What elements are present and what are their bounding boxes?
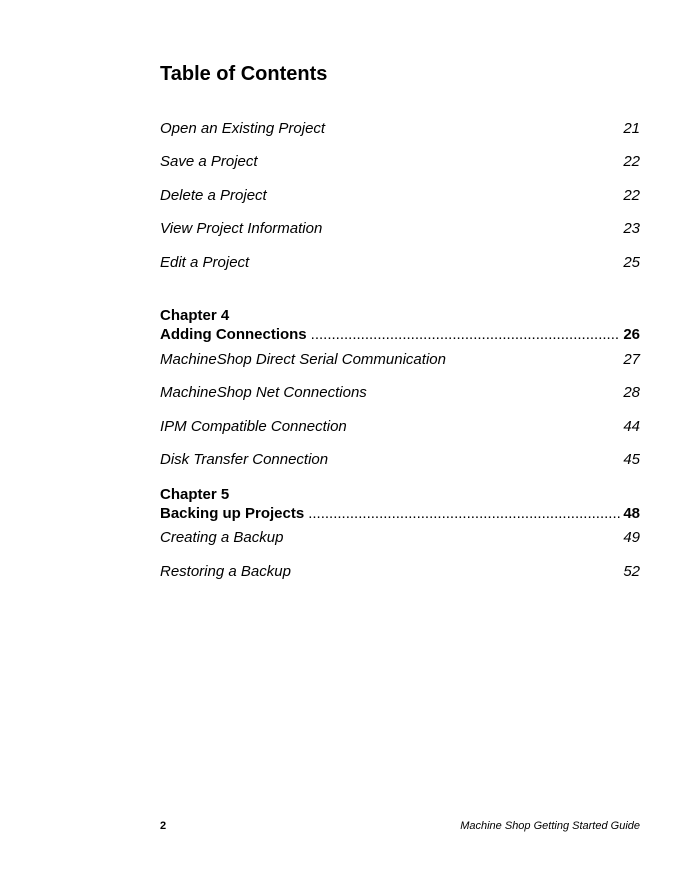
toc-entry-title: Delete a Project bbox=[160, 187, 267, 204]
chapter-label: Chapter 5 bbox=[160, 486, 230, 503]
chapter-heading-entry[interactable] bbox=[160, 325, 640, 345]
footer-page-number: 2 bbox=[160, 820, 167, 832]
chapter-label: Chapter 4 bbox=[160, 307, 230, 324]
toc-entry[interactable] bbox=[160, 219, 640, 239]
page-title: Table of Contents bbox=[160, 63, 328, 85]
toc-entry-page: 49 bbox=[623, 529, 640, 546]
toc-entry-title: View Project Information bbox=[160, 220, 323, 237]
toc-entry[interactable] bbox=[160, 383, 640, 403]
toc-entry[interactable] bbox=[160, 152, 640, 172]
toc-entry-page: 45 bbox=[623, 451, 640, 468]
toc-entry-title: Open an Existing Project bbox=[160, 120, 326, 137]
dot-leader bbox=[311, 325, 621, 345]
toc-entry-title: Disk Transfer Connection bbox=[160, 451, 329, 468]
toc-entry[interactable] bbox=[160, 528, 640, 548]
toc-entry-title: IPM Compatible Connection bbox=[160, 418, 347, 435]
toc-entry-page: 21 bbox=[623, 120, 640, 137]
toc-entry-page: 23 bbox=[623, 220, 640, 237]
toc-entry-page: 44 bbox=[623, 418, 640, 435]
toc-entry-page: 28 bbox=[623, 384, 640, 401]
toc-entry-title: Creating a Backup bbox=[160, 529, 284, 546]
chapter-title: Backing up Projects bbox=[160, 505, 305, 522]
toc-entry[interactable] bbox=[160, 253, 640, 273]
dot-leader bbox=[308, 504, 620, 524]
chapter-page: 26 bbox=[623, 326, 640, 343]
toc-entry[interactable] bbox=[160, 350, 640, 370]
toc-entry-title: MachineShop Direct Serial Communication bbox=[160, 351, 446, 368]
toc-entry[interactable] bbox=[160, 450, 640, 470]
chapter-page: 48 bbox=[623, 505, 640, 522]
toc-entry[interactable] bbox=[160, 562, 640, 582]
toc-entry[interactable] bbox=[160, 417, 640, 437]
chapter-title: Adding Connections bbox=[160, 326, 307, 343]
toc-entry-page: 22 bbox=[623, 153, 640, 170]
toc-entry[interactable] bbox=[160, 119, 640, 139]
toc-entry-page: 22 bbox=[623, 187, 640, 204]
footer-guide-title: Machine Shop Getting Started Guide bbox=[460, 820, 640, 832]
chapter-heading-entry[interactable] bbox=[160, 504, 640, 524]
toc-entry-title: Restoring a Backup bbox=[160, 563, 291, 580]
toc-entry-title: Edit a Project bbox=[160, 254, 250, 271]
toc-entry-page: 52 bbox=[623, 563, 640, 580]
toc-entry[interactable] bbox=[160, 186, 640, 206]
toc-entry-page: 27 bbox=[623, 351, 640, 368]
toc-entry-title: Save a Project bbox=[160, 153, 258, 170]
toc-entry-title: MachineShop Net Connections bbox=[160, 384, 367, 401]
toc-entry-page: 25 bbox=[623, 254, 640, 271]
